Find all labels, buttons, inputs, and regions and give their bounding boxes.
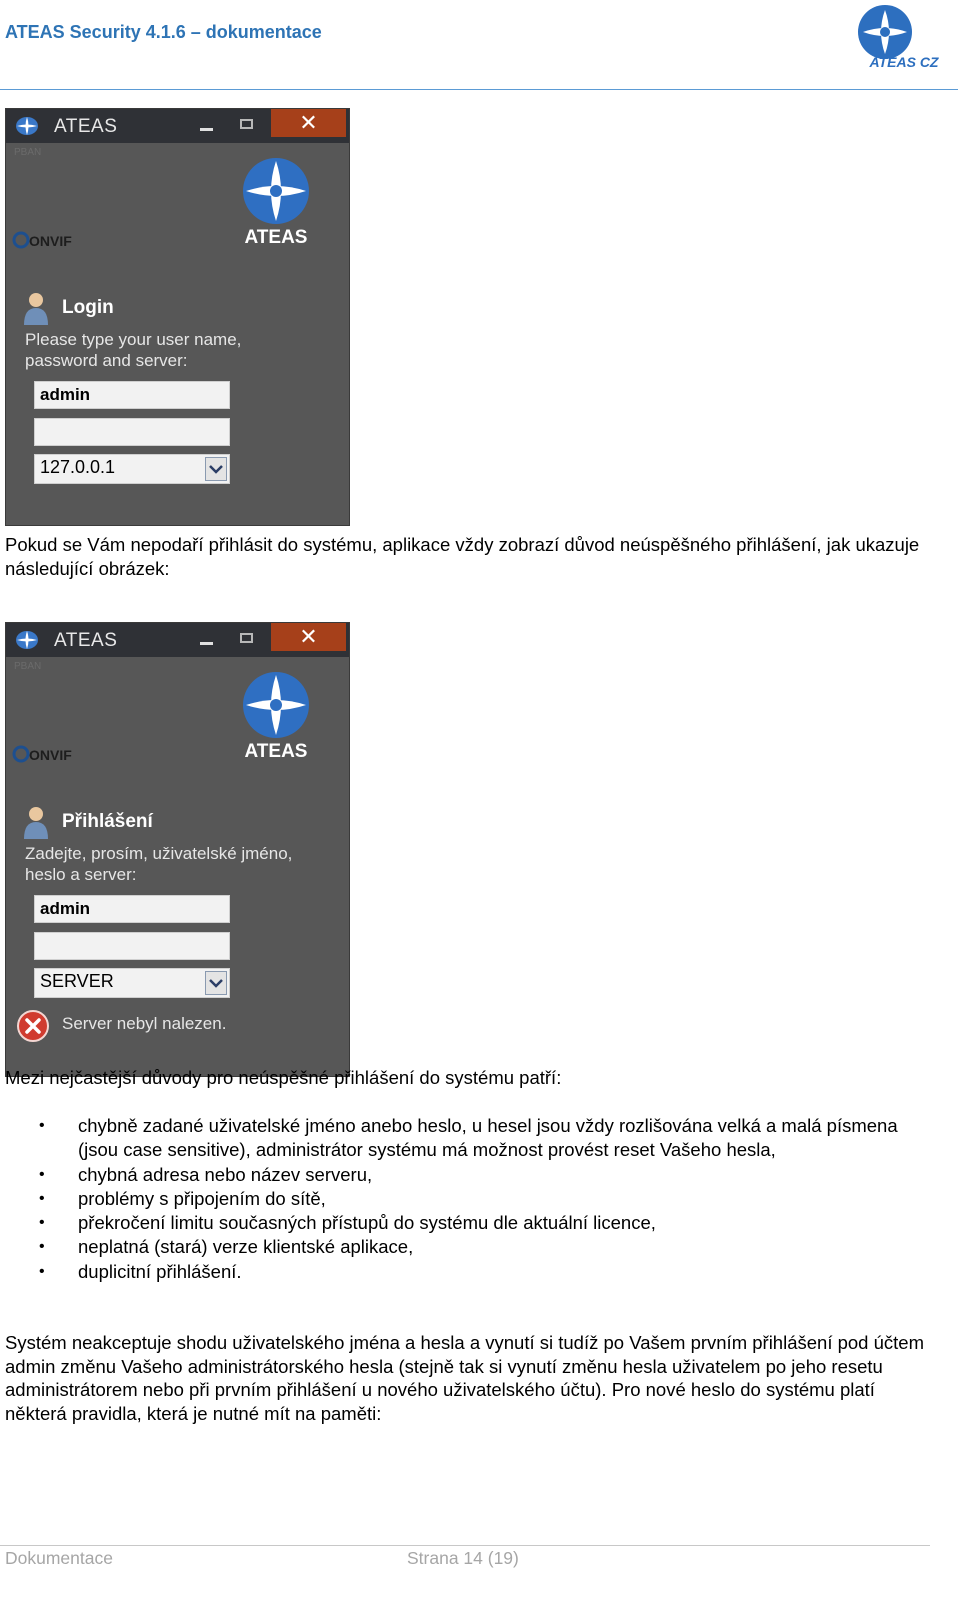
faint-label: PBAN	[14, 147, 42, 158]
window-titlebar	[6, 623, 349, 657]
window-body	[6, 143, 349, 525]
ateas-cz-logo	[855, 2, 953, 72]
svg-text:ONVIF: ONVIF	[29, 747, 72, 763]
reasons-list	[0, 1114, 920, 1284]
login-heading: Přihlášení	[62, 811, 153, 832]
list-item: • problémy s připojením do sítě,	[0, 1187, 920, 1211]
paragraph-intro: Pokud se Vám nepodaří přihlásit do systému, aplikace vždy zobrazí důvod neúspěšného přihlášení, jak ukazuje následující obrázek:	[5, 534, 920, 579]
server-select-value: SERVER	[40, 971, 114, 991]
server-select-value: 127.0.0.1	[40, 457, 116, 477]
ateas-logo	[216, 153, 336, 253]
document-header	[0, 0, 960, 92]
login-window-error	[5, 622, 350, 1077]
window-title: ATEAS	[54, 630, 118, 651]
username-field[interactable]: admin	[34, 895, 230, 923]
svg-text:ATEAS: ATEAS	[244, 741, 308, 762]
chevron-down-icon[interactable]	[205, 457, 227, 481]
ateas-small-logo-icon	[15, 630, 39, 650]
user-icon	[22, 805, 50, 839]
password-field[interactable]	[34, 932, 230, 960]
footer-divider	[0, 1545, 930, 1546]
password-field[interactable]	[34, 418, 230, 446]
login-instructions: Zadejte, prosím, uživatelské jméno, heslo a server:	[25, 844, 293, 884]
list-item: • překročení limitu současných přístupů do systému dle aktuální licence,	[0, 1211, 920, 1235]
page-number: Strana 14 (19)	[407, 1548, 519, 1568]
svg-text:ATEAS: ATEAS	[244, 227, 308, 248]
svg-text:ATEAS CZ: ATEAS CZ	[869, 54, 939, 70]
login-heading: Login	[62, 297, 114, 318]
minimize-button[interactable]	[192, 623, 220, 657]
close-button[interactable]: ✕	[271, 623, 346, 651]
login-window	[5, 108, 350, 526]
list-item: • chybně zadané uživatelské jméno anebo heslo, u hesel jsou vždy rozlišována velká a malá písmena (jsou case sensitive), administrátor systému má možnost provést reset Vašeho hesla,	[0, 1114, 920, 1163]
user-icon	[22, 291, 50, 325]
server-select[interactable]	[34, 968, 230, 998]
faint-label: PBAN	[14, 661, 42, 672]
login-instructions: Please type your user name, password and server:	[25, 330, 242, 370]
paragraph-reasons-intro: Mezi nejčastější důvody pro neúspěšné přihlášení do systému patří:	[5, 1067, 562, 1088]
list-item: • chybná adresa nebo název serveru,	[0, 1163, 920, 1187]
document-title: ATEAS Security 4.1.6 – dokumentace	[5, 22, 322, 42]
chevron-down-icon[interactable]	[205, 971, 227, 995]
ateas-logo	[216, 667, 336, 767]
window-title: ATEAS	[54, 116, 118, 137]
list-item: • duplicitní přihlášení.	[0, 1260, 920, 1284]
header-divider	[0, 89, 958, 90]
maximize-button[interactable]	[232, 109, 262, 143]
window-titlebar	[6, 109, 349, 143]
close-button[interactable]: ✕	[271, 109, 346, 137]
onvif-logo	[12, 743, 84, 765]
footer-label: Dokumentace	[5, 1548, 113, 1568]
ateas-small-logo-icon	[15, 116, 39, 136]
username-field[interactable]: admin	[34, 381, 230, 409]
paragraph-password-rules: Systém neakceptuje shodu uživatelského jména a hesla a vynutí si tudíž po Vašem prvním přihlášení pod účtem admin změnu Vašeho administrátorského hesla (stejně tak si vynutí změnu hesla uživatelem po jeho resetu administrátorem nebo při prvním přihlášení u nového uživatelského účtu). Pro nové heslo do systému platí některá pravidla, která je nutné mít na paměti:	[5, 1332, 924, 1424]
list-item: • neplatná (stará) verze klientské aplikace,	[0, 1235, 920, 1259]
onvif-logo	[12, 229, 84, 251]
svg-text:ONVIF: ONVIF	[29, 233, 72, 249]
error-message: Server nebyl nalezen.	[62, 1014, 227, 1033]
minimize-button[interactable]	[192, 109, 220, 143]
error-icon	[16, 1009, 50, 1043]
server-select[interactable]	[34, 454, 230, 484]
maximize-button[interactable]	[232, 623, 262, 657]
window-body	[6, 657, 349, 1076]
